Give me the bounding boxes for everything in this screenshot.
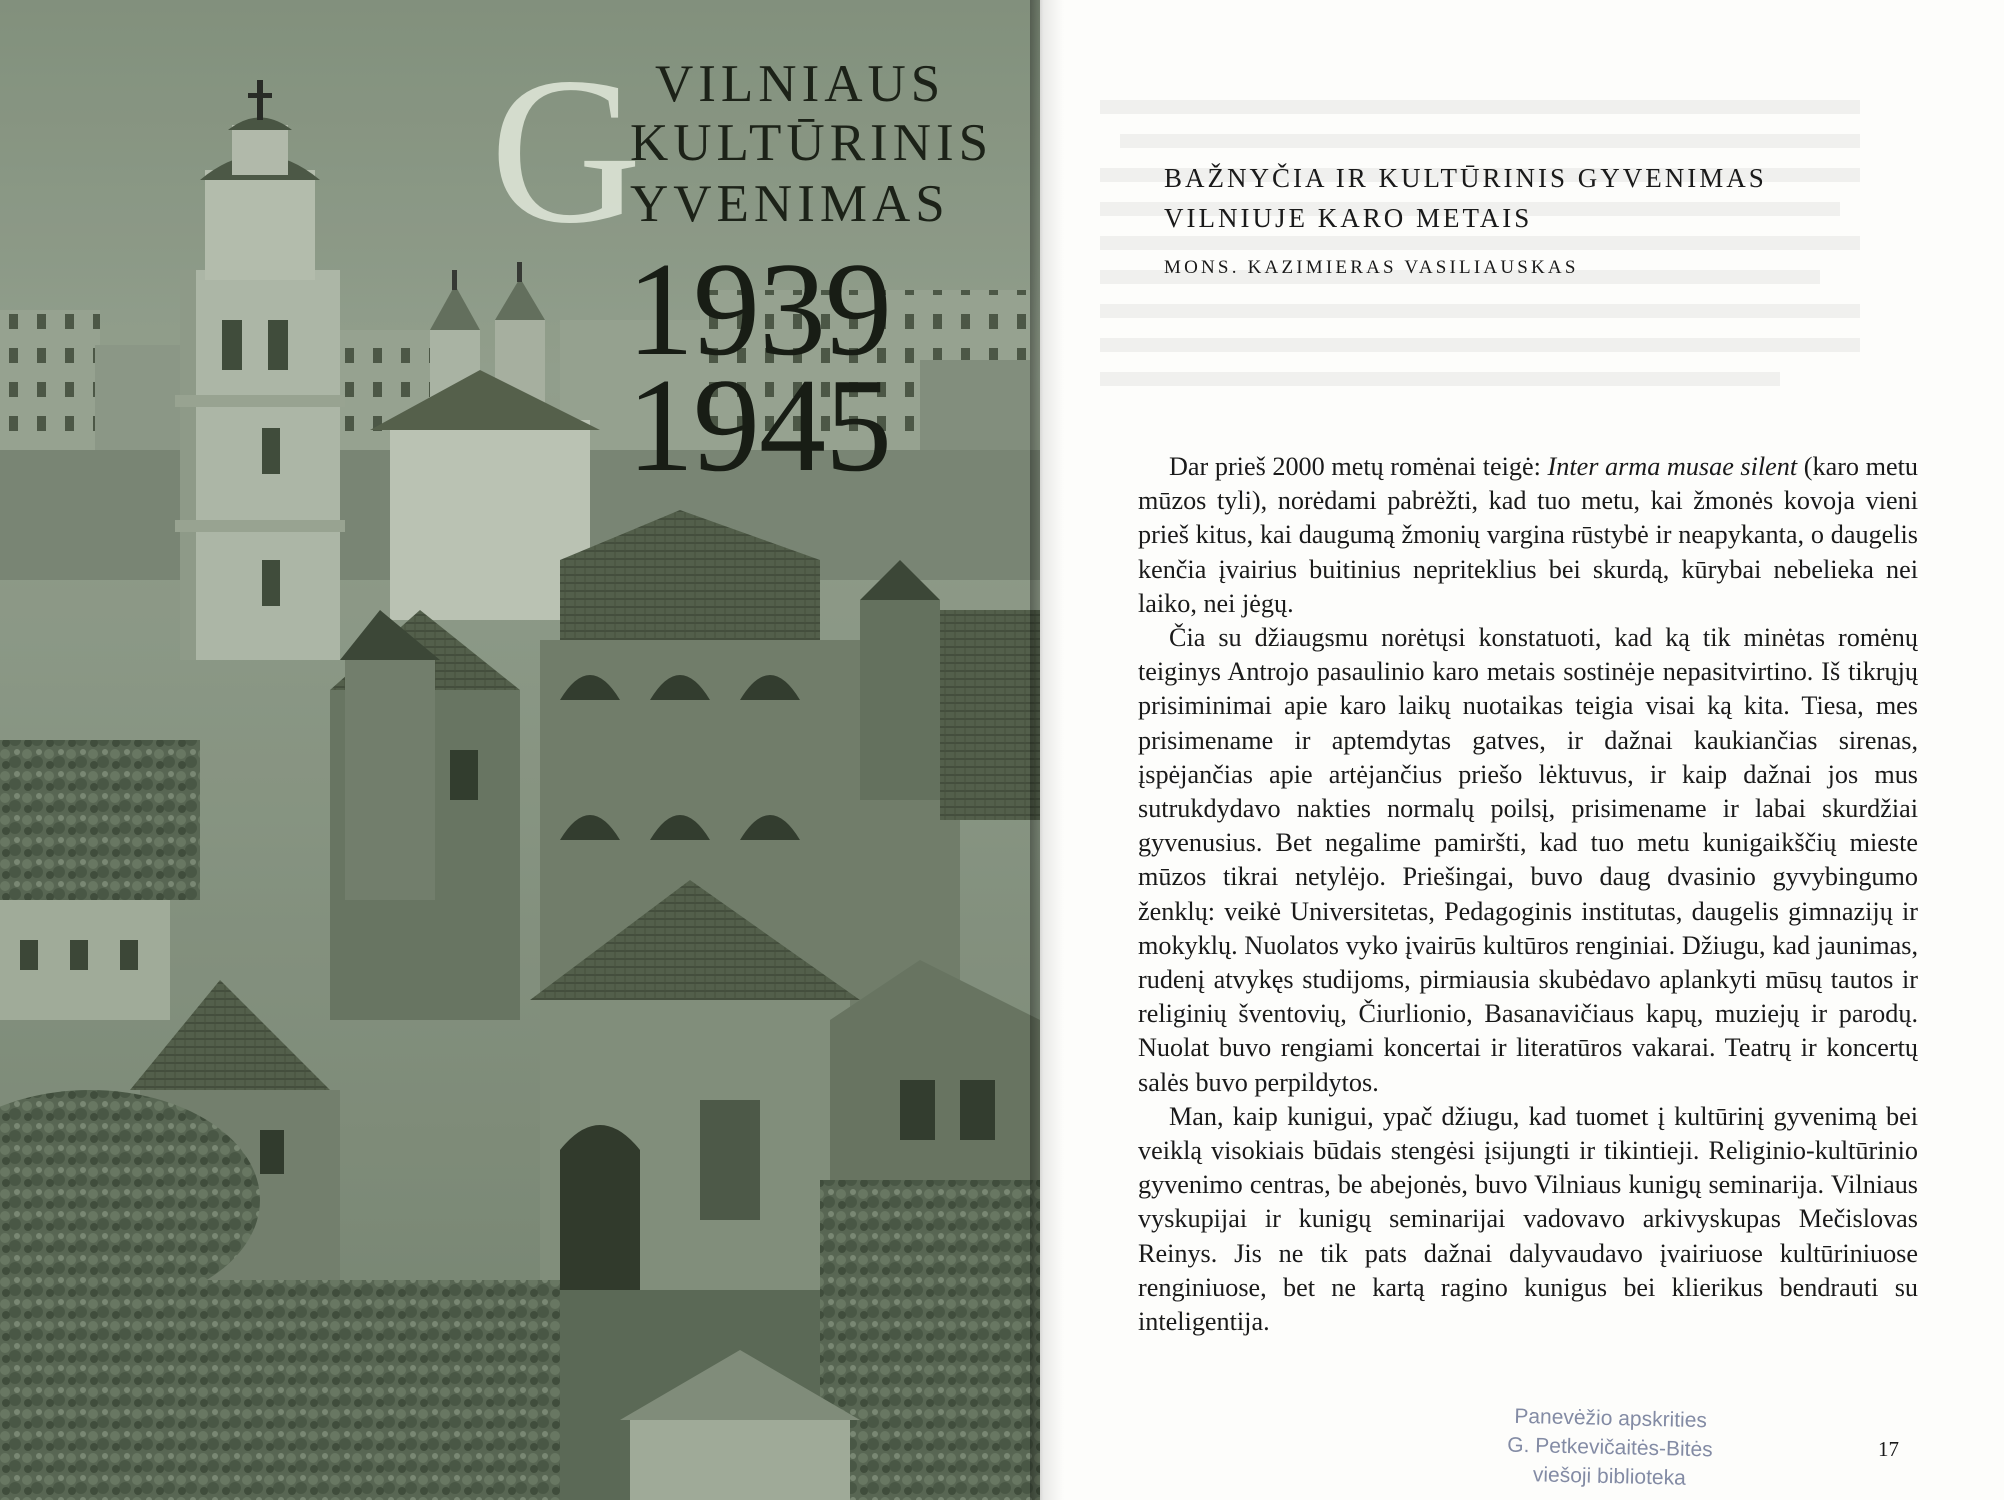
paragraph-1-lead: Dar prieš 2000 metų romėnai teigė:	[1169, 452, 1548, 481]
drop-letter-g: G	[490, 35, 642, 267]
paragraph-1-rest: (karo metu mūzos tyli), norėdami pabrėžti, kad tuo metu, kai žmonės kovoja vieni prieš kitus, kai daugumą žmonių vargina rūstybė ir neapykanta, o daugelis kenčia įvairius buitinius nepriteklius bei skurdą, kūrybai nebelieka nei laiko, nei jėgų.	[1138, 452, 1918, 618]
author-name: MONS. KAZIMIERAS VASILIAUSKAS	[1164, 257, 1579, 278]
stamp-line-3: viešoji biblioteka	[1532, 1463, 1687, 1490]
paragraph-3: Man, kaip kunigui, ypač džiugu, kad tuomet į kultūrinį gyvenimą bei veiklą visokiais būdais stengėsi įsijungti ir tikintieji. Religinio-kultūrinio gyvenimo centras, be abejonės, buvo Vilniaus kunigų seminarija. Vilniaus vyskupijai ir kunigų seminarijai vadovavo arkivyskupas Mečislovas Reinys. Jis ne tik pats dažnai dalyvaudavo įvairiuose kultūriniuose renginiuose, bet ne kartą ragino kunigus bei klierikus bendrauti su inteligentija.	[1138, 1101, 1918, 1337]
latin-quote: Inter arma musae silent	[1547, 452, 1798, 481]
library-stamp	[1459, 1401, 1761, 1495]
stamp-line-2: G. Petkevičaitės-Bitės	[1507, 1433, 1713, 1462]
heading-line-1: BAŽNYČIA IR KULTŪRINIS GYVENIMAS	[1164, 163, 1767, 193]
title-line-3: YVENIMAS	[630, 175, 950, 233]
paragraph-1	[1138, 450, 1918, 621]
title-line-1: VILNIAUS	[655, 55, 946, 113]
article-body	[1138, 450, 1918, 1339]
text-page	[1040, 0, 2004, 1500]
stamp-line-1: Panevėžio apskrities	[1514, 1404, 1708, 1433]
heading-line-2: VILNIUJE KARO METAIS	[1164, 203, 1533, 233]
year-end: 1945	[627, 351, 891, 499]
book-gutter	[1030, 0, 1064, 1500]
chapter-heading	[1164, 158, 1767, 238]
cover-title	[490, 35, 1010, 499]
title-line-2: KULTŪRINIS	[630, 114, 994, 172]
paragraph-2: Čia su džiaugsmu norėtųsi konstatuoti, kad ką tik minėtas romėnų teiginys Antrojo pasaulinio karo metais sostinėje nepasitvirtino. Iš tikrųjų prisiminimai apie karo laikų nuotaikas teigia visai ką kita. Tiesa, mes prisimename ir aptemdytas gatves, ir dažnai kaukiančias sirenas, įspėjančias apie artėjančius priešo lėktuvus, ir kaip dažnai jos mus sutrukdydavo nakties normalų poilsį, prisimename ir labai skurdžiai gyvenusius. Bet negalime pamiršti, kad tuo metu kunigaikščių mieste mūzos tikrai netylėjo. Priešingai, buvo daug dvasinio gyvybingumo ženklų: veikė Universitetas, Pedagoginis institutas, daugelis gimnazijų ir mokyklų. Nuolatos vyko įvairūs kultūros renginiai. Džiugu, kad jaunimas, rudenį atvykęs studijoms, pirmiausia skubėdavo aplankyti mūsų tautos ir religinių šventovių, Čiurlionio, Basanavičiaus kapų, muziejų ir parodų. Nuolat buvo rengiami koncertai ir literatūros vakarai. Teatrų ir koncertų salės buvo perpildytos.	[1138, 623, 1918, 1097]
page-number: 17	[1878, 1437, 1899, 1461]
year-start: 1939	[627, 235, 891, 383]
